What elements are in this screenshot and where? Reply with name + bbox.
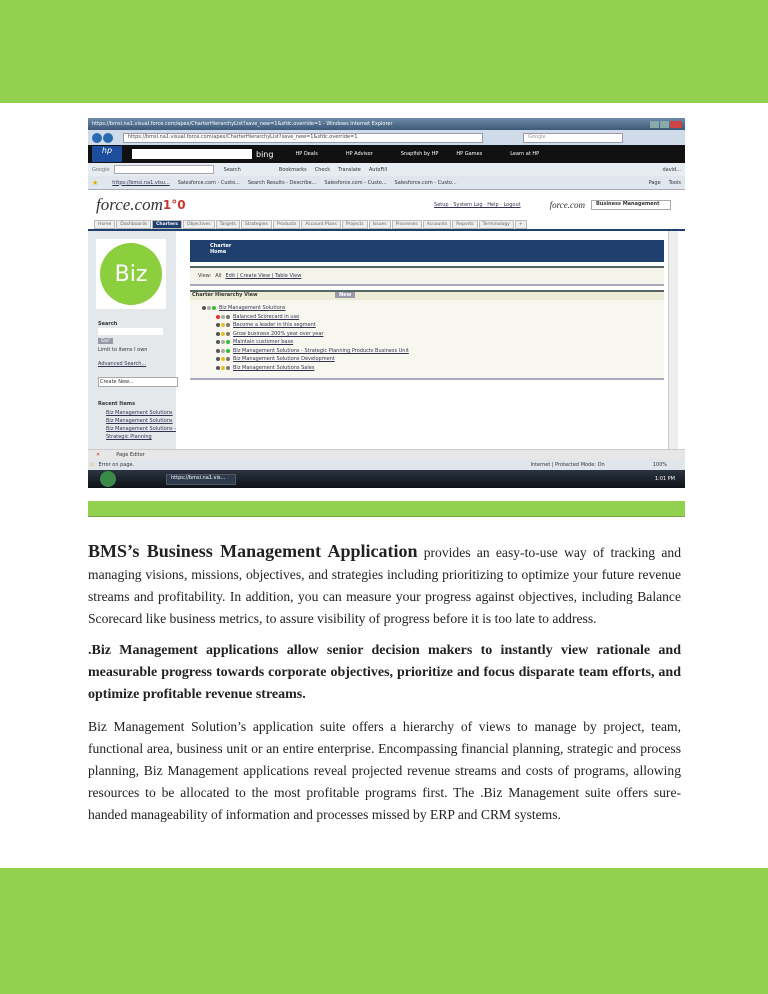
page-title: Charter	[210, 243, 232, 249]
status-light-icon	[216, 340, 220, 344]
app-tab[interactable]: Processes	[392, 220, 422, 229]
page-editor-label[interactable]: Page Editor	[116, 451, 145, 458]
status-light-icon	[221, 323, 225, 327]
status-light-icon	[216, 315, 220, 319]
recent-items	[98, 409, 176, 441]
bing-label[interactable]: bing	[256, 149, 274, 159]
taskbar	[88, 470, 685, 488]
app-tab[interactable]: Account Plans	[301, 220, 341, 229]
status-text[interactable]: Error on page.	[98, 461, 135, 468]
learn-at-hp[interactable]: Learn at HP	[510, 151, 540, 157]
security-zone: Internet | Protected Mode: On	[530, 461, 605, 468]
hierarchy-header	[190, 292, 664, 300]
document-body	[88, 540, 681, 836]
status-light-icon	[226, 323, 230, 327]
hp-toolbar	[88, 145, 685, 163]
app-tab[interactable]: +	[515, 220, 527, 229]
browser-tab[interactable]: Salesforce.com - Custo...	[177, 179, 240, 186]
view-bar	[190, 266, 664, 286]
clock: 1:01 PM	[654, 476, 675, 482]
status-light-icon	[221, 357, 225, 361]
create-new-select[interactable]: Create New...	[98, 377, 178, 387]
google-toolbar	[88, 163, 685, 176]
close-icon[interactable]: ✕	[96, 451, 101, 458]
app-tab[interactable]: Targets	[216, 220, 240, 229]
force-logo: force.com	[96, 195, 163, 214]
page-menu[interactable]: Page	[648, 179, 661, 186]
tree-root	[202, 304, 664, 313]
favorites-star-icon[interactable]: ★	[92, 178, 99, 187]
app-tab[interactable]: Projects	[342, 220, 368, 229]
tree-node-link[interactable]: Balanced Scorecard in use	[233, 313, 300, 320]
header-links[interactable]: Setup · System Log · Help · Logout	[434, 202, 521, 208]
google-logo: Google	[92, 166, 110, 173]
status-light-icon	[216, 366, 220, 370]
force-logo-small: force.com	[549, 200, 585, 210]
tree-item	[202, 321, 664, 330]
view-label: View:	[198, 273, 212, 279]
status-light-icon	[226, 340, 230, 344]
app-tab[interactable]: Accounts	[423, 220, 452, 229]
hp-search-input[interactable]	[132, 149, 252, 159]
app-tab[interactable]: Dashboards	[116, 220, 151, 229]
app-tab[interactable]: Terminology	[479, 220, 514, 229]
status-light-icon	[212, 306, 216, 310]
browser-tab[interactable]: Salesforce.com - Custo...	[394, 179, 457, 186]
hierarchy-tree	[190, 300, 664, 372]
address-bar-row	[88, 130, 685, 145]
browser-tab[interactable]: https://bmsi.na1.visu...	[112, 179, 170, 186]
tree-node-link[interactable]: Maintain customer base	[233, 339, 294, 346]
status-light-icon	[216, 349, 220, 353]
autofill-button[interactable]: AutoFill	[368, 166, 388, 173]
app-tab[interactable]: Products	[273, 220, 300, 229]
zoom-level[interactable]: 100%	[652, 461, 667, 468]
sidebar-search-input[interactable]	[98, 328, 163, 335]
forward-icon[interactable]	[103, 133, 113, 143]
status-light-icon	[221, 340, 225, 344]
top-green-band	[0, 0, 768, 103]
status-light-icon	[226, 315, 230, 319]
logo-badge: 1°0	[162, 198, 186, 212]
back-icon[interactable]	[92, 133, 102, 143]
status-bar	[88, 459, 685, 470]
limit-checkbox[interactable]: Limit to items I own	[98, 347, 148, 353]
app-tab[interactable]: Charters	[152, 220, 182, 229]
app-select[interactable]: Business Management	[591, 200, 671, 210]
new-button[interactable]: New	[335, 292, 355, 298]
tree-item	[202, 355, 664, 364]
status-light-icon	[226, 357, 230, 361]
browser-tabs	[88, 176, 685, 190]
status-light-icon	[207, 306, 211, 310]
hierarchy-panel	[190, 290, 664, 380]
page-title-banner	[190, 240, 664, 262]
window-title: https://bmsi.na1.visual.force.com/apex/CharterHierarchyList?save_new=1&sfdc.override=1 - Windows Internet Explorer	[92, 121, 393, 127]
status-light-icon	[221, 349, 225, 353]
status-light-icon	[226, 349, 230, 353]
app-tab[interactable]: Strategies	[241, 220, 272, 229]
product-name: BMS’s Business Management Application	[88, 541, 418, 561]
taskbar-item[interactable]: https://bmsi.na1.vis...	[166, 474, 236, 485]
go-button[interactable]: Go!	[98, 338, 113, 344]
biz-logo: Biz	[100, 243, 162, 305]
tree-node-link[interactable]: Grow business 200% year over year	[233, 330, 324, 337]
recent-item[interactable]: Biz Management Solutions	[106, 418, 173, 424]
address-input[interactable]: https://bmsi.na1.visual.force.com/apex/CharterHierarchyList?save_new=1&sfdc.override=1	[123, 133, 483, 143]
hp-logo: hp	[92, 146, 122, 162]
google-search-button[interactable]: Search	[223, 166, 241, 173]
status-light-icon	[226, 366, 230, 370]
hp-deals[interactable]: HP Deals	[295, 151, 318, 157]
status-light-icon	[202, 306, 206, 310]
hierarchy-title: Charter Hierarchy View	[192, 292, 258, 298]
sidebar	[88, 231, 176, 449]
tree-item	[202, 364, 664, 373]
snapfish[interactable]: Snapfish by HP	[400, 151, 439, 157]
tools-menu[interactable]: Tools	[668, 179, 681, 186]
bookmarks-button[interactable]: Bookmarks	[278, 166, 307, 173]
start-button[interactable]	[100, 471, 116, 487]
sf-header	[88, 190, 685, 220]
search-box[interactable]: Google	[523, 133, 623, 143]
tree-node-link[interactable]: Biz Management Solutions Sales	[233, 364, 315, 371]
warning-icon: ⚠	[90, 461, 95, 468]
tree-item	[202, 330, 664, 339]
user-button[interactable]: david...	[662, 166, 681, 173]
recent-item[interactable]: Biz Management Solutions - Strategic Planning	[106, 426, 176, 440]
tree-node-link[interactable]: Biz Management Solutions - Strategic Planning Products Business Unit	[233, 347, 409, 354]
tree-node-link[interactable]: Become a leader in this segment	[233, 322, 316, 329]
paragraph-intro	[88, 540, 681, 630]
browser-tab[interactable]: Search Results - Describe...	[247, 179, 317, 186]
view-links[interactable]: Edit | Create View | Table View	[225, 273, 302, 279]
intro-text: provides an easy-to-use way of tracking and managing visions, missions, objectives, and strategies including prioritizing to optimize your future revenue streams and profitability. In addition, you can measure your progress against objectives, including Balance Scorecard like business metrics, to assure visibility of progress before it is too late to address.	[88, 545, 681, 626]
status-light-icon	[226, 332, 230, 336]
status-light-icon	[216, 332, 220, 336]
tree-item	[202, 313, 664, 322]
tree-node-link[interactable]: Biz Management Solutions Development	[233, 356, 335, 363]
page-subtitle: Home	[210, 249, 227, 255]
status-light-icon	[221, 366, 225, 370]
bottom-green-band	[0, 868, 768, 994]
hp-games[interactable]: HP Games	[456, 151, 483, 157]
app-tab[interactable]: Issues	[369, 220, 391, 229]
app-tab[interactable]: Home	[94, 220, 115, 229]
window-title-bar	[88, 118, 685, 130]
hp-advisor[interactable]: HP Advisor	[345, 151, 373, 157]
app-tab[interactable]: Objectives	[183, 220, 215, 229]
app-tabs	[88, 220, 685, 231]
page-editor-bar	[88, 449, 685, 459]
search-label: Search	[98, 321, 118, 327]
status-light-icon	[221, 332, 225, 336]
green-divider-bar	[88, 501, 685, 517]
status-light-icon	[216, 323, 220, 327]
scrollbar[interactable]	[668, 231, 678, 449]
application-screenshot	[88, 118, 685, 488]
advanced-search-link[interactable]: Advanced Search...	[98, 361, 147, 367]
status-light-icon	[221, 315, 225, 319]
check-button[interactable]: Check	[314, 166, 331, 173]
app-tab[interactable]: Reports	[452, 220, 477, 229]
recent-item[interactable]: Biz Management Solutions	[106, 410, 173, 416]
translate-button[interactable]: Translate	[338, 166, 361, 173]
status-light-icon	[216, 357, 220, 361]
paragraph-highlight: .Biz Management applications allow senior decision makers to instantly view rationale and measurable progress towards corporate objectives, prioritize and focus disparate team efforts, and optimize profitable revenue streams.	[88, 643, 681, 702]
recent-items-title: Recent Items	[98, 401, 136, 407]
paragraph-suite: Biz Management Solution’s application suite offers a hierarchy of views to manage by project, team, functional area, business unit or an entire enterprise. Encompassing financial planning, strategic and process planning, Biz Management applications reveal projected revenue streams and costs of programs, allowing resources to be allocated to the most profitable programs first. The .Biz Management suite offers sure-handed manageability of information and processes missed by ERP and CRM systems.	[88, 719, 681, 822]
view-select[interactable]: All	[215, 273, 222, 279]
tree-item	[202, 347, 664, 356]
tree-item	[202, 338, 664, 347]
google-search-input[interactable]	[114, 165, 214, 174]
browser-tab[interactable]: Salesforce.com - Custo...	[324, 179, 387, 186]
biz-logo-frame	[96, 239, 166, 309]
tree-node-link[interactable]: Biz Management Solutions	[219, 305, 286, 312]
window-controls[interactable]	[650, 121, 685, 128]
